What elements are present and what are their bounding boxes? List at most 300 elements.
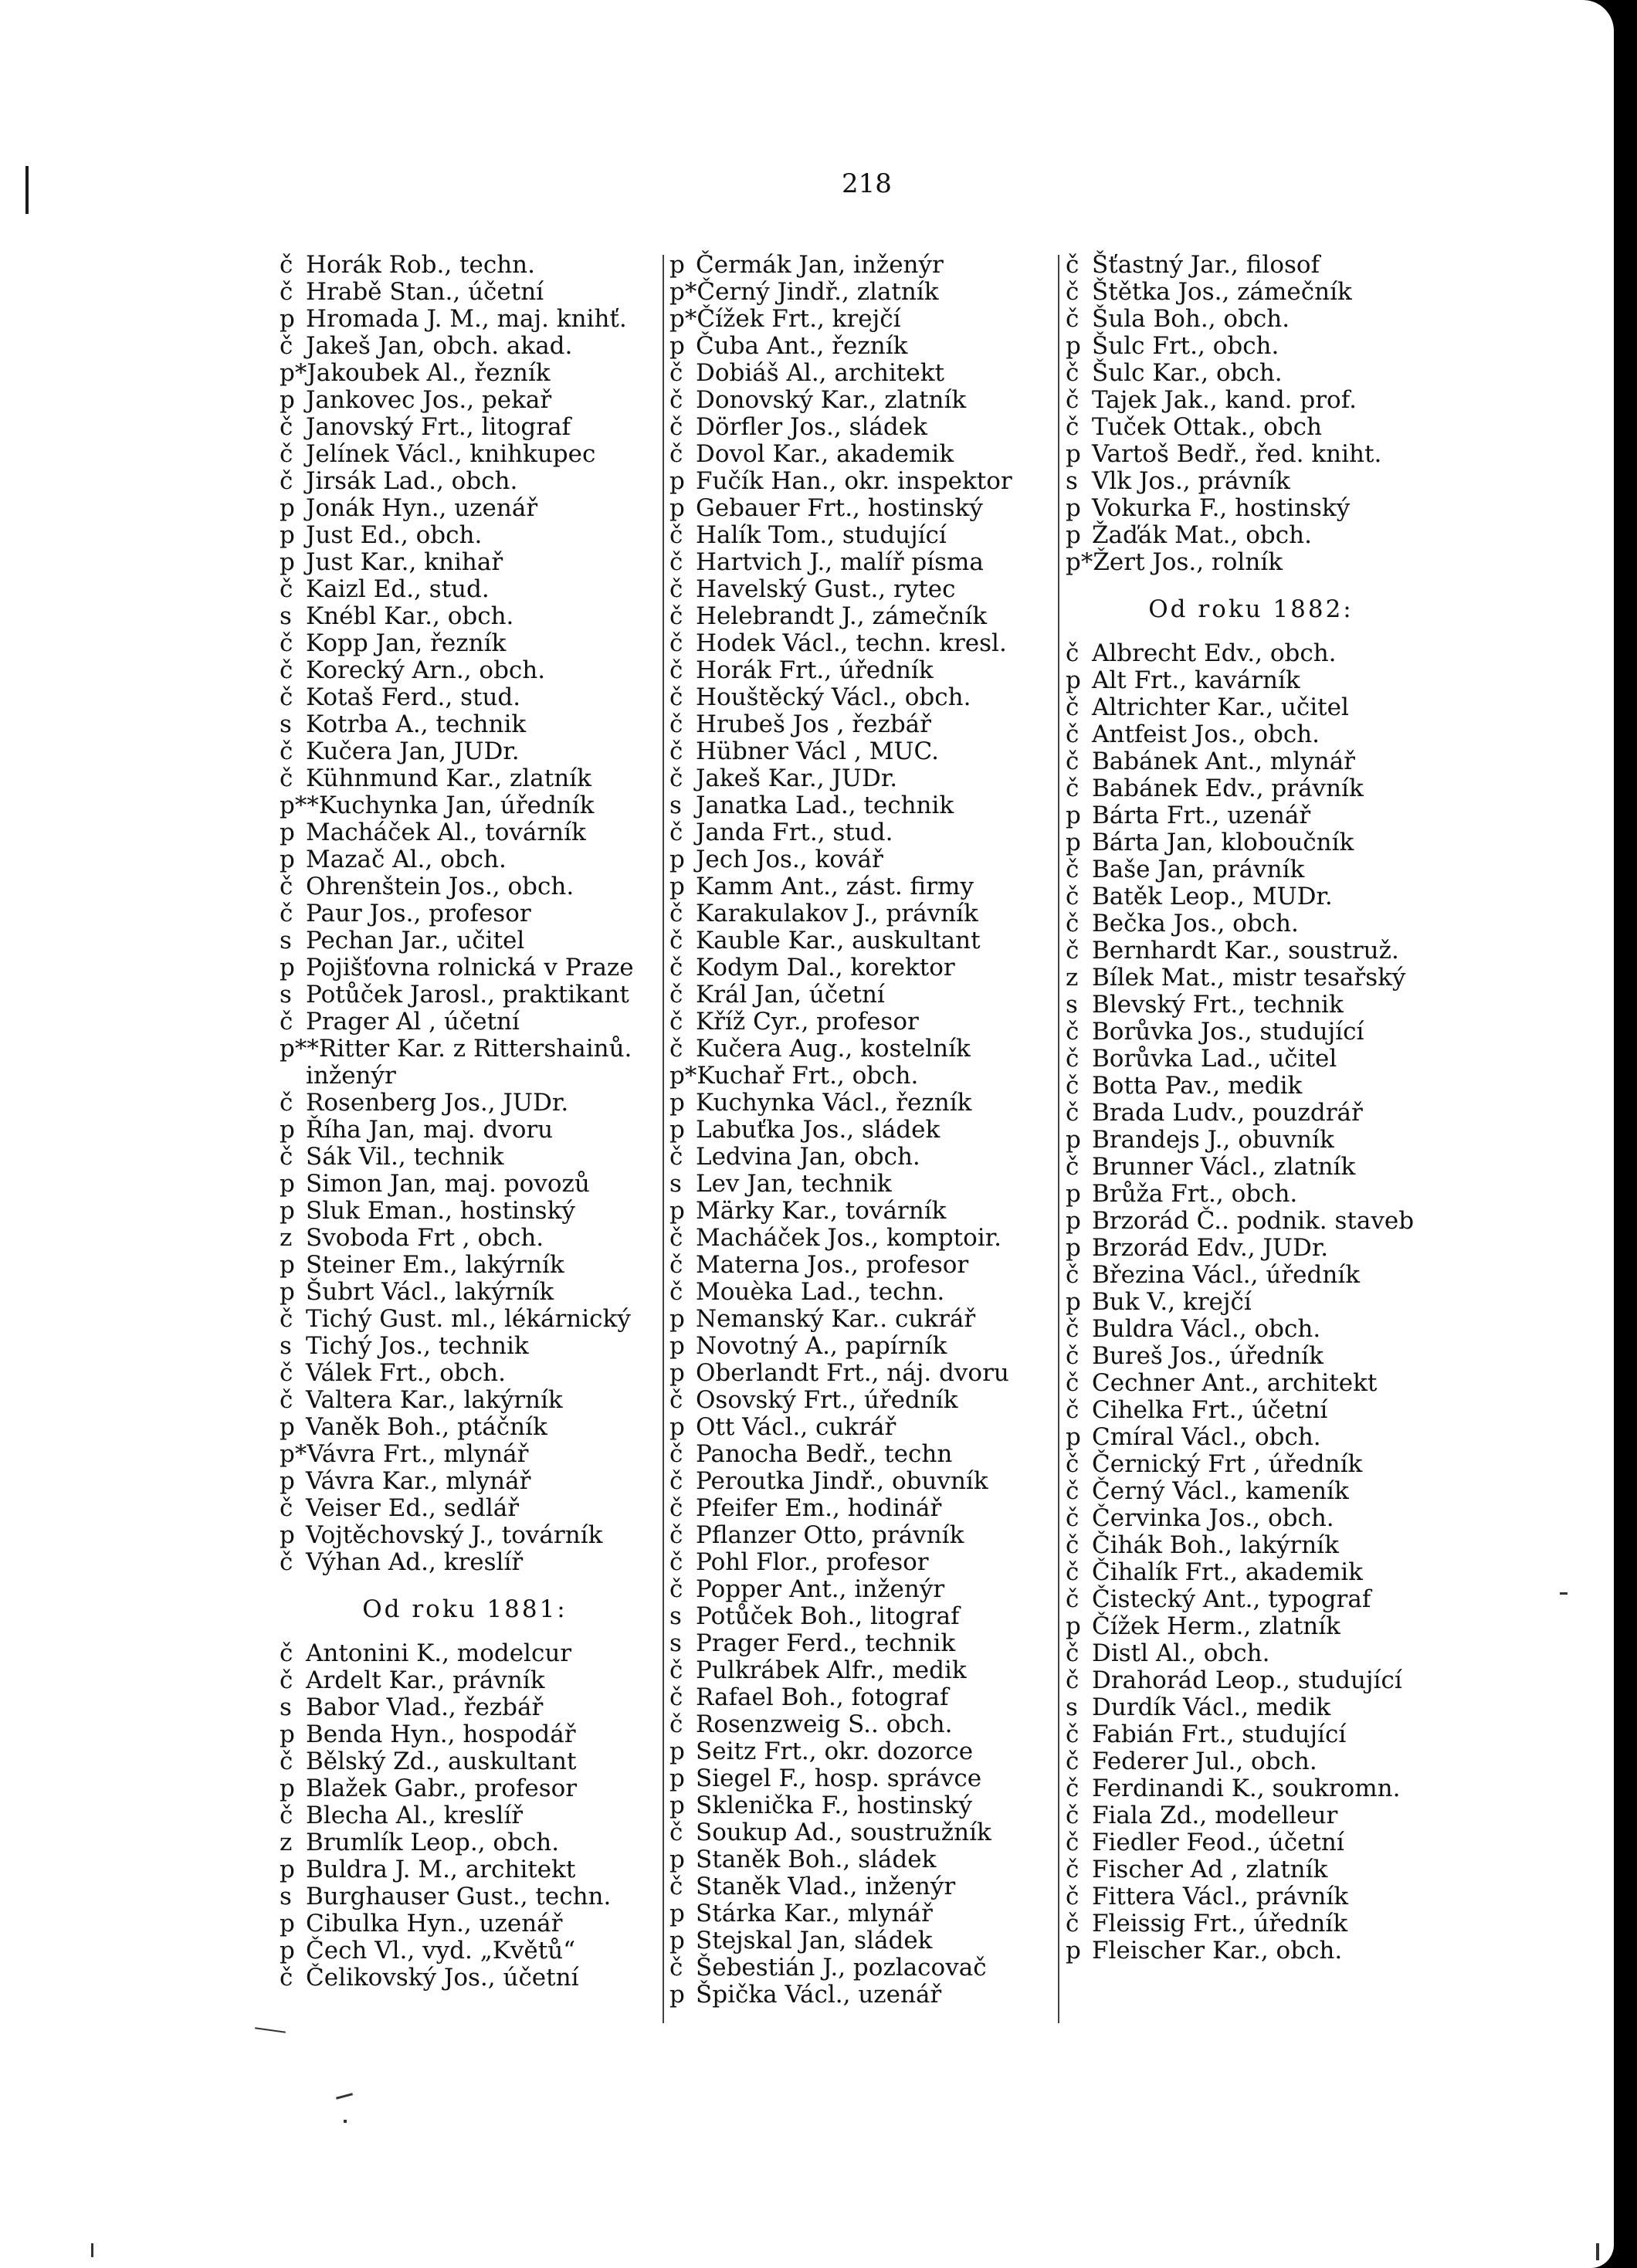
directory-entry [669, 1063, 1056, 1090]
entry-marker: č [669, 1224, 683, 1252]
entry-marker: p [280, 386, 295, 414]
directory-entry [1066, 252, 1436, 279]
entry-marker: č [280, 251, 293, 279]
entry-text: Čermák Jan, inženýr [696, 251, 944, 279]
entry-text: inženýr [306, 1062, 396, 1090]
entry-marker: p [1066, 332, 1081, 360]
entry-marker: č [669, 1143, 683, 1171]
directory-entry [669, 1765, 1056, 1792]
directory-entry [280, 1883, 650, 1910]
entry-marker: č [669, 900, 683, 927]
directory-entry [669, 1333, 1056, 1360]
entry-text: Prager Al , účetní [306, 1008, 520, 1036]
entry-text: Macháček Jos., komptoir. [696, 1224, 1002, 1252]
entry-marker: č [280, 900, 293, 927]
directory-entry [669, 819, 1056, 846]
directory-entry [1066, 1694, 1436, 1721]
entry-text: Federer Jul., obch. [1092, 1748, 1317, 1775]
directory-entry [669, 630, 1056, 657]
entry-marker: p [1066, 1288, 1081, 1316]
directory-entry [1066, 964, 1436, 992]
entry-marker: č [1066, 1829, 1079, 1856]
directory-entry [1066, 1073, 1436, 1100]
entry-text: Šebestián J., pozlacovač [696, 1954, 987, 1982]
entry-marker: č [669, 1386, 683, 1414]
entry-text: Blecha Al., kreslíř [306, 1802, 524, 1829]
entry-text: Šulc Frt., obch. [1092, 332, 1279, 360]
entry-text: Čížek Frt., krejčí [696, 305, 901, 333]
entry-text: Novotný A., papírník [696, 1332, 947, 1360]
entry-text: Borůvka Jos., studující [1092, 1018, 1364, 1046]
directory-entry [280, 765, 650, 792]
entry-text: Janatka Lad., technik [696, 792, 954, 819]
entry-text: Borůvka Lad., učitel [1092, 1045, 1337, 1073]
entry-text: Panocha Bedř., techn [696, 1440, 953, 1468]
entry-text: Blažek Gabr., profesor [306, 1775, 578, 1802]
directory-entry [280, 657, 650, 684]
directory-entry [669, 900, 1056, 927]
entry-marker: č [1066, 748, 1079, 775]
directory-entry [1066, 549, 1436, 576]
entry-text: Mazač Al., obch. [306, 846, 507, 873]
directory-entry [280, 630, 650, 657]
directory-entry [669, 1360, 1056, 1387]
directory-entry [280, 1748, 650, 1775]
directory-entry [280, 1036, 650, 1063]
directory-entry [1066, 1289, 1436, 1316]
entry-marker: č [280, 764, 293, 792]
entry-marker: p [669, 494, 685, 522]
entry-marker: p [280, 1467, 295, 1495]
directory-entry [669, 765, 1056, 792]
column-1 [280, 252, 650, 1992]
entry-text: Karakulakov J., právník [696, 900, 978, 927]
section-heading: Od roku 1881: [362, 1595, 568, 1623]
entry-marker: p [669, 1737, 685, 1765]
entry-marker: č [1066, 1775, 1079, 1802]
directory-entry [280, 360, 650, 387]
directory-entry [1066, 1667, 1436, 1694]
entry-marker: č [280, 1143, 293, 1171]
entry-text: Kuchař Frt., obch. [696, 1062, 919, 1090]
entry-marker: s [669, 1170, 682, 1198]
directory-entry [669, 414, 1056, 441]
entry-text: Alt Frt., kavárník [1092, 666, 1300, 694]
entry-text: Čuba Ant., řezník [696, 332, 908, 360]
entry-text: Kodym Dal., korektor [696, 954, 955, 981]
column-divider [663, 255, 664, 2023]
entry-marker: p [1066, 521, 1081, 549]
entry-marker: č [669, 1575, 683, 1603]
entry-text: Fiedler Feod., účetní [1092, 1829, 1344, 1856]
entry-marker: č [1066, 775, 1079, 802]
entry-text: Halík Tom., studující [696, 521, 947, 549]
entry-text: Ledvina Jan, obch. [696, 1143, 920, 1171]
entry-marker: č [669, 1548, 683, 1576]
entry-marker: p [1066, 1234, 1081, 1262]
entry-text: Paur Jos., profesor [306, 900, 531, 927]
directory-entry [669, 1954, 1056, 1982]
entry-text: Kuchynka Václ., řezník [696, 1089, 972, 1117]
entry-text: Stárka Kar., mlynář [696, 1900, 933, 1927]
directory-entry [669, 1252, 1056, 1279]
entry-text: Fittera Václ., právník [1092, 1883, 1349, 1910]
entry-text: Stejskal Jan, sládek [696, 1927, 933, 1954]
directory-entry [669, 576, 1056, 603]
entry-marker: č [280, 332, 293, 360]
entry-text: Dobiáš Al., architekt [696, 359, 944, 387]
entry-marker: č [280, 1305, 293, 1333]
directory-entry [669, 657, 1056, 684]
directory-entry [1066, 721, 1436, 748]
entry-text: Říha Jan, maj. dvoru [306, 1116, 554, 1144]
directory-entry [669, 846, 1056, 873]
entry-text: Jech Jos., kovář [696, 846, 883, 873]
entry-text: Bernhardt Kar., soustruž. [1092, 937, 1399, 964]
entry-text: Donovský Kar., zlatník [696, 386, 967, 414]
directory-entry [280, 1694, 650, 1721]
entry-marker: č [280, 737, 293, 765]
directory-entry [280, 1090, 650, 1117]
directory-entry [1066, 1937, 1436, 1965]
entry-marker: p [1066, 1423, 1081, 1451]
entry-marker: č [669, 1819, 683, 1846]
directory-entry [1066, 333, 1436, 360]
entry-text: Dovol Kar., akademik [696, 440, 954, 468]
directory-entry [669, 873, 1056, 900]
directory-entry [280, 279, 650, 306]
directory-entry [280, 1495, 650, 1522]
directory-entry [669, 441, 1056, 468]
directory-entry [280, 1117, 650, 1144]
directory-entry [1066, 992, 1436, 1019]
entry-marker: p** [280, 792, 319, 819]
directory-entry [1066, 360, 1436, 387]
directory-entry [669, 1684, 1056, 1711]
directory-entry [280, 522, 650, 549]
directory-entry [1066, 829, 1436, 856]
entry-marker: p [669, 1792, 685, 1819]
directory-entry [280, 1414, 650, 1441]
entry-text: Buk V., krejčí [1092, 1288, 1252, 1316]
entry-text: Burghauser Gust., techn. [306, 1883, 612, 1910]
entry-marker: č [669, 359, 683, 387]
entry-text: Houštěcký Václ., obch. [696, 683, 971, 711]
entry-text: Pojišťovna rolnická v Praze [306, 954, 634, 981]
directory-entry [1066, 1370, 1436, 1397]
entry-marker: č [280, 1802, 293, 1829]
entry-text: Rosenzweig S.. obch. [696, 1710, 953, 1738]
directory-entry [669, 1414, 1056, 1441]
entry-text: Tajek Jak., kand. prof. [1092, 386, 1357, 414]
entry-text: Just Kar., knihař [306, 548, 503, 576]
entry-marker: s [280, 927, 292, 954]
entry-marker: p [669, 332, 685, 360]
entry-marker: p [669, 1765, 685, 1792]
entry-text: Mouèka Lad., techn. [696, 1278, 945, 1306]
entry-marker: č [1066, 910, 1079, 937]
entry-marker: č [1066, 305, 1079, 333]
entry-text: Tuček Ottak., obch [1092, 413, 1322, 441]
directory-entry [1066, 1775, 1436, 1802]
entry-marker: č [1066, 1883, 1079, 1910]
entry-marker: č [669, 386, 683, 414]
directory-entry [280, 1063, 650, 1090]
entry-text: Babor Vlad., řezbář [306, 1693, 544, 1721]
entry-marker: p [669, 1981, 685, 2009]
directory-entry [280, 1360, 650, 1387]
directory-entry [669, 1549, 1056, 1576]
directory-entry [280, 1721, 650, 1748]
directory-entry [1066, 1613, 1436, 1640]
entry-marker: p [1066, 1207, 1081, 1235]
entry-marker: p [280, 1116, 295, 1144]
entry-marker: p [669, 467, 685, 495]
entry-marker: č [1066, 937, 1079, 964]
entry-text: Albrecht Edv., obch. [1092, 639, 1337, 667]
entry-text: Jankovec Jos., pekař [306, 386, 552, 414]
entry-marker: č [1066, 1369, 1079, 1397]
directory-entry [669, 1198, 1056, 1225]
entry-text: Svoboda Frt , obch. [306, 1224, 544, 1252]
entry-text: Brzorád Č.. podnik. staveb [1092, 1207, 1415, 1235]
directory-entry [1066, 1127, 1436, 1154]
scan-speck [336, 2093, 353, 2100]
entry-marker: č [1066, 1748, 1079, 1775]
directory-entry [1066, 1235, 1436, 1262]
directory-entry [1066, 1829, 1436, 1856]
entry-text: Bělský Zd., auskultant [306, 1748, 577, 1775]
directory-entry [669, 1927, 1056, 1954]
directory-entry [280, 1856, 650, 1883]
entry-marker: č [1066, 1477, 1079, 1505]
directory-entry [669, 1117, 1056, 1144]
section-heading: Od roku 1882: [1148, 595, 1354, 623]
directory-entry [280, 252, 650, 279]
entry-text: Ferdinandi K., soukromn. [1092, 1775, 1401, 1802]
directory-entry [1066, 387, 1436, 414]
directory-entry [669, 1522, 1056, 1549]
entry-text: Vávra Kar., mlynář [306, 1467, 531, 1495]
entry-marker: p [280, 305, 295, 333]
entry-marker: s [280, 602, 292, 630]
directory-entry [280, 495, 650, 522]
entry-marker: č [280, 629, 293, 657]
directory-entry [1066, 640, 1436, 667]
entry-text: Staněk Vlad., inženýr [696, 1873, 956, 1900]
directory-entry [1066, 1748, 1436, 1775]
entry-text: Popper Ant., inženýr [696, 1575, 945, 1603]
entry-text: Nemanský Kar.. cukrář [696, 1305, 976, 1333]
directory-entry [280, 1144, 650, 1171]
directory-entry [1066, 441, 1436, 468]
entry-text: Cihelka Frt., účetní [1092, 1396, 1328, 1424]
entry-marker: p [669, 1359, 685, 1387]
entry-marker: č [1066, 883, 1079, 910]
entry-marker: p [1066, 666, 1081, 694]
entry-marker: č [1066, 1450, 1079, 1478]
directory-entry [280, 1306, 650, 1333]
entry-text: Ott Václ., cukrář [696, 1413, 896, 1441]
directory-entry [280, 1829, 650, 1856]
entry-text: Sklenička F., hostinský [696, 1792, 972, 1819]
entry-text: Šula Boh., obch. [1092, 305, 1290, 333]
entry-marker: č [1066, 639, 1079, 667]
entry-text: Ritter Kar. z Rittershainů. [318, 1035, 632, 1063]
entry-marker: č [669, 575, 683, 603]
entry-marker: p [669, 873, 685, 900]
entry-text: Osovský Frt., úředník [696, 1386, 958, 1414]
directory-entry [1066, 1343, 1436, 1370]
entry-text: Bílek Mat., mistr tesařský [1092, 964, 1406, 992]
directory-entry [280, 873, 650, 900]
directory-entry [1066, 1019, 1436, 1046]
entry-text: Durdík Václ., medik [1092, 1693, 1331, 1721]
directory-entry [1066, 1721, 1436, 1748]
entry-text: Vávra Frt., mlynář [307, 1440, 529, 1468]
entry-text: Černý Jindř., zlatník [696, 278, 939, 306]
entry-text: Cmíral Václ., obch. [1092, 1423, 1321, 1451]
entry-marker: č [669, 737, 683, 765]
directory-entry [1066, 1262, 1436, 1289]
directory-entry [669, 495, 1056, 522]
entry-marker: p [669, 1197, 685, 1225]
entry-marker: č [1066, 1396, 1079, 1424]
entry-text: Pfeifer Em., hodinář [696, 1494, 942, 1522]
entry-text: Fiala Zd., modelleur [1092, 1802, 1338, 1829]
entry-text: Kučera Aug., kostelník [696, 1035, 971, 1063]
entry-text: Havelský Gust., rytec [696, 575, 956, 603]
directory-entry [669, 603, 1056, 630]
entry-marker: č [1066, 386, 1079, 414]
entry-text: Brzorád Edv., JUDr. [1092, 1234, 1329, 1262]
entry-marker: č [1066, 720, 1079, 748]
directory-entry [280, 1009, 650, 1036]
directory-entry [669, 1009, 1056, 1036]
entry-marker: č [1066, 1099, 1079, 1127]
scan-speck [255, 2027, 286, 2033]
entry-marker: p [280, 1170, 295, 1198]
directory-entry [669, 522, 1056, 549]
entry-marker: č [1066, 1802, 1079, 1829]
directory-entry [669, 738, 1056, 765]
entry-text: Dörfler Jos., sládek [696, 413, 927, 441]
entry-text: Čihák Boh., lakýrník [1092, 1531, 1339, 1559]
entry-text: Blevský Frt., technik [1092, 991, 1344, 1019]
entry-text: Brada Ludv., pouzdrář [1092, 1099, 1363, 1127]
entry-text: Lev Jan, technik [696, 1170, 892, 1198]
entry-marker: č [1066, 1072, 1079, 1100]
entry-text: Jelínek Václ., knihkupec [306, 440, 596, 468]
directory-entry [669, 333, 1056, 360]
directory-entry [669, 1441, 1056, 1468]
entry-marker: č [669, 1251, 683, 1279]
directory-entry [669, 927, 1056, 954]
entry-text: Jakeš Kar., JUDr. [696, 764, 898, 792]
entry-marker: č [669, 1954, 683, 1982]
entry-marker: s [280, 1883, 292, 1910]
entry-marker: č [280, 1386, 293, 1414]
directory-entry [669, 1603, 1056, 1630]
directory-entry [1066, 1424, 1436, 1451]
entry-text: Hrubeš Jos , řezbář [696, 710, 931, 738]
entry-text: Král Jan, účetní [696, 981, 885, 1009]
directory-entry [1066, 1910, 1436, 1937]
entry-text: Antfeist Jos., obch. [1092, 720, 1320, 748]
entry-text: Hartvich J., malíř písma [696, 548, 984, 576]
entry-text: Rosenberg Jos., JUDr. [306, 1089, 569, 1117]
entry-marker: s [669, 1629, 682, 1657]
entry-marker: p [280, 1910, 295, 1937]
entry-marker: č [669, 1035, 683, 1063]
directory-entry [280, 549, 650, 576]
entry-text: Pflanzer Otto, právník [696, 1521, 964, 1549]
binding-mark [25, 166, 29, 214]
scan-speck [91, 2243, 93, 2257]
directory-entry [1066, 1505, 1436, 1532]
entry-text: Kopp Jan, řezník [306, 629, 507, 657]
entry-text: Vartoš Bedř., řed. kniht. [1092, 440, 1382, 468]
entry-marker: č [280, 656, 293, 684]
entry-marker: č [669, 440, 683, 468]
entry-marker: č [280, 1639, 293, 1667]
entry-marker: č [280, 1008, 293, 1036]
entry-marker: p [280, 1775, 295, 1802]
entry-marker: č [1066, 359, 1079, 387]
entry-text: Soukup Ad., soustružník [696, 1819, 991, 1846]
entry-text: Rafael Boh., fotograf [696, 1683, 949, 1711]
entry-marker: č [280, 873, 293, 900]
directory-entry [1066, 1802, 1436, 1829]
entry-text: Brůža Frt., obch. [1092, 1180, 1298, 1208]
entry-marker: č [669, 1873, 683, 1900]
directory-entry [669, 279, 1056, 306]
entry-marker: p [669, 1846, 685, 1873]
entry-text: Gebauer Frt., hostinský [696, 494, 983, 522]
entry-text: Výhan Ad., kreslíř [306, 1548, 524, 1576]
directory-entry [1066, 1586, 1436, 1613]
entry-text: Vojtěchovský J., továrník [306, 1521, 603, 1549]
directory-entry [280, 819, 650, 846]
directory-entry [669, 711, 1056, 738]
entry-text: Jirsák Lad., obch. [306, 467, 518, 495]
entry-marker: č [1066, 856, 1079, 883]
directory-entry [280, 1910, 650, 1937]
directory-entry [1066, 306, 1436, 333]
directory-entry [280, 1198, 650, 1225]
directory-entry [1066, 937, 1436, 964]
directory-entry [280, 441, 650, 468]
directory-entry [669, 360, 1056, 387]
entry-text: Buldra Václ., obch. [1092, 1315, 1321, 1343]
entry-marker: z [280, 1224, 293, 1252]
directory-entry [1066, 414, 1436, 441]
directory-entry [669, 1225, 1056, 1252]
entry-text: Bureš Jos., úředník [1092, 1342, 1323, 1370]
entry-marker: č [1066, 278, 1079, 306]
entry-marker: p* [280, 359, 307, 387]
entry-marker: č [280, 413, 293, 441]
entry-marker: p** [280, 1035, 319, 1063]
directory-entry [669, 1144, 1056, 1171]
entry-marker: č [669, 710, 683, 738]
directory-entry [280, 846, 650, 873]
directory-entry [280, 333, 650, 360]
entry-text: Batěk Leop., MUDr. [1092, 883, 1333, 910]
entry-marker: č [669, 1683, 683, 1711]
directory-entry [669, 1982, 1056, 2009]
directory-entry [669, 1495, 1056, 1522]
